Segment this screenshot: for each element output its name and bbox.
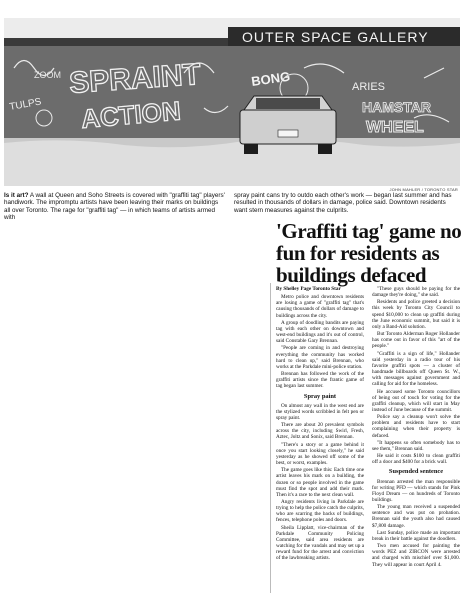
graffiti-word-action: ACTION xyxy=(79,95,182,134)
column-divider xyxy=(270,283,271,593)
paragraph: "These guys should be paying for the damage they're doing," she said. xyxy=(372,286,460,299)
paragraph: Metro police and downtown residents are losing a game of "graffiti tag" that's causing thousands of dollars of damage to buildings across the city. xyxy=(276,294,364,319)
graffiti-word-bong: BONG xyxy=(250,68,292,89)
paragraph: He accused some Toronto councillors of being out of touch for voting for the graffiti cleanup, which will start in May instead of June because of the summit. xyxy=(372,388,460,413)
graffiti-word-tulps: TULPS xyxy=(8,96,43,113)
subhead-spray-paint: Spray paint xyxy=(303,392,337,400)
paragraph: There are about 20 prevalent symbols across the city, including Swirl, Fresh, Aztec, Joltz and Sonix, said Brennan. xyxy=(276,422,364,441)
paragraph: Brennan arrested the man responsible for writing PFD — which stands for Pink Floyd Dream — on hundreds of Toronto buildings. xyxy=(372,478,460,503)
article-headline: 'Graffiti tag' game no fun for residents as buildings defaced xyxy=(276,219,462,287)
subhead-suspended-sentence: Suspended sentence xyxy=(388,468,444,476)
photo-credit: JOHN MAHLER / TORONTO STAR xyxy=(389,187,458,192)
paragraph: "Graffiti is a sign of life," Hollander said yesterday in a radio tour of his favorite graffiti spots — a cluster of handmade billboards off Queen St. W., with messages against government and calling for aid for the homeless. xyxy=(372,350,460,388)
graffiti-word-spraint: SPRAINT xyxy=(68,57,202,100)
paragraph: Angry residents living in Parkdale are trying to help the police catch the culprits, who are scarring the backs of buildings, fences, telephone poles and doors. xyxy=(276,499,364,524)
paragraph: He said it costs $100 to clean graffiti off a door and $400 for a brick wall. xyxy=(372,453,460,466)
graffiti-wall-illustration xyxy=(4,18,460,186)
graffiti-word-aries: ARIES xyxy=(352,81,386,93)
news-photo xyxy=(4,18,460,186)
paragraph: The young man received a suspended sentence and was put on probation. Brennan said the youth also had caused $7,800 damage. xyxy=(372,504,460,529)
paragraph: "People are coming in and destroying everything the community has worked hard to clean up," said Brennan, who works at the Parkdale mini-police station. xyxy=(276,345,364,370)
paragraph: Sheila Lipplatt, vice-chairman of the Parkdale Community Policing Committee, said area residents are watching for the vandals and may set up a reward fund for the arrest and conviction of the lawbreaking artists. xyxy=(276,524,364,562)
graffiti-word-zoom: ZOOM xyxy=(34,70,61,80)
paragraph: The game goes like this: Each time one artist leaves his mark on a building, the dozen or so people involved in the game must find the spot and add their mark. Then it's a race to the next clean wall. xyxy=(276,467,364,498)
paragraph: A group of doodling bandits are paying tag with each other on downtown and west-end buildings and it's out of control, said Constable Gary Brennan. xyxy=(276,319,364,345)
paragraph: Police say a cleanup won't solve the problem and residents have to start complaining when their property is defaced. xyxy=(372,414,460,439)
gallery-sign-text: OUTER SPACE GALLERY xyxy=(242,29,429,45)
photo-caption-right: spray paint cans try to outdo each other's work — began last summer and has resulted in thousands of dollars in damage, police said. Downtown residents want stern measures against the culprits. xyxy=(234,192,452,214)
graffiti-word-hamstar: HAMSTAR xyxy=(362,99,431,115)
paragraph: Brennan has followed the work of the graffiti artists since the frantic game of tag began last summer. xyxy=(276,371,364,390)
paragraph: On almost any wall in the west end are the stylized words scribbled in felt pen or spray paint. xyxy=(276,402,364,421)
photo-caption-left xyxy=(4,192,226,221)
paragraph: Last Sunday, police made an important break in their battle against the doodlers. xyxy=(372,529,460,542)
paragraph: "There's a story or a game behind it once you start looking closely," he said yesterday as he showed off some of the best, or worst, examples. xyxy=(276,441,364,467)
paragraph: Residents and police greeted a decision this week by Toronto City Council to spend $10,000 to clean up graffiti during the June economic summit, but said it is only a Band-Aid solution. xyxy=(372,299,460,330)
graffiti-word-wheel: WHEEL xyxy=(366,119,424,136)
article-column-2 xyxy=(372,286,460,569)
byline: By Shelley Page Toronto Star xyxy=(276,286,341,292)
paragraph: "It happens so often somebody has to see them," Brennan said. xyxy=(372,439,460,452)
caption-left-text: A wall at Queen and Soho Streets is covered with "graffiti tag" players' handiwork. The impromptu artists have been leaving their marks on buildings all over Toronto. The rage for "graffiti tag" — in which teams of artists armed with xyxy=(4,192,225,221)
caption-lead: Is it art? xyxy=(4,192,29,199)
paragraph: Two men accused for painting the words PEZ and ZIRCON were arrested and charged with mischief over $1,000. They will appear in court April 4. xyxy=(372,543,460,568)
paragraph: But Toronto Alderman Roger Hollander has come out in favor of this "art of the people." xyxy=(372,331,460,350)
article-column-1 xyxy=(276,286,364,563)
